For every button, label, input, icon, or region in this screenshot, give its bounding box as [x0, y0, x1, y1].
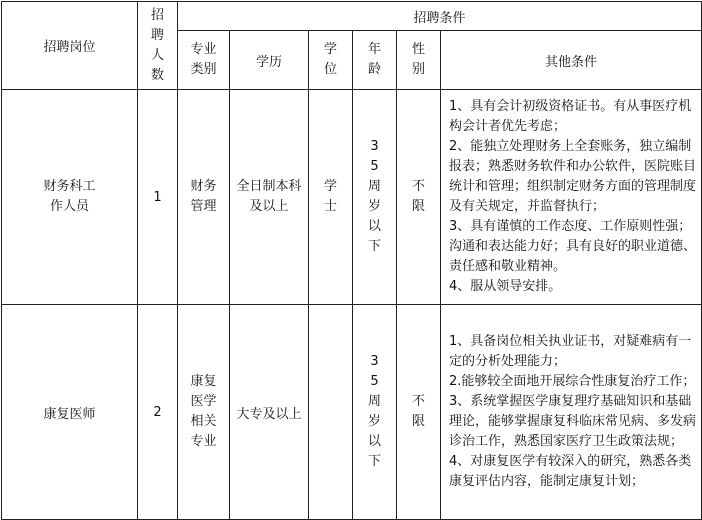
- other-line: 1、具备岗位相关执业证书，对疑难病有一定的分析处理能力；: [449, 334, 692, 369]
- cell-age-text: 35周岁以下: [367, 354, 381, 469]
- header-education: 学历: [230, 31, 309, 90]
- cell-age: [353, 305, 397, 520]
- cell-count: 1: [138, 90, 178, 305]
- cell-gender-text: 不限: [411, 394, 425, 429]
- cell-gender: [397, 90, 441, 305]
- cell-age: [353, 90, 397, 305]
- cell-other: [441, 90, 702, 305]
- other-line: 4、对康复医学有较深入的研究，熟悉各类康复评估内容，能制定康复计划；: [449, 454, 692, 489]
- other-line: 3、系统掌握医学康复理疗基础知识和基础理论，能够掌握康复科临床常见病、多发病诊治工作，熟悉国家医疗卫生政策法规；: [449, 394, 697, 449]
- cell-major-text: 康复医学相关专业: [190, 374, 217, 449]
- header-position: 招聘岗位: [2, 2, 138, 90]
- cell-major-text: 财务管理: [190, 179, 217, 214]
- cell-age-text: 35周岁以下: [367, 139, 381, 254]
- cell-position: [2, 90, 138, 305]
- header-major-text: 专业类别: [190, 42, 217, 77]
- cell-degree: [309, 90, 353, 305]
- header-conditions: 招聘条件: [178, 2, 702, 31]
- cell-degree: [309, 305, 353, 520]
- header-degree: [309, 31, 353, 90]
- cell-major: [178, 305, 230, 520]
- cell-position: 康复医师: [2, 305, 138, 520]
- header-degree-text: 学位: [323, 42, 337, 77]
- header-headcount-text: 招聘人数: [150, 7, 164, 83]
- header-age-text: 年龄: [367, 42, 381, 77]
- other-line: 2.能够较全面地开展综合性康复治疗工作；: [449, 374, 696, 389]
- cell-education: 大专及以上: [230, 305, 309, 520]
- cell-gender: [397, 305, 441, 520]
- other-line: 2、能独立处理财务上全套账务，独立编制报表；熟悉财务软件和办公软件，医院账目统计和管理；组织制定财务方面的管理制度及有关规定，并监督执行；: [449, 139, 697, 214]
- other-line: 3、具有谨慎的工作态度、工作原则性强；沟通和表达能力好；具有良好的职业道德、责任感和敬业精神。: [449, 219, 697, 274]
- cell-major: [178, 90, 230, 305]
- header-major: [178, 31, 230, 90]
- recruitment-table: [1, 1, 702, 520]
- table-row: [2, 90, 702, 305]
- table-row: [2, 305, 702, 520]
- header-age: [353, 31, 397, 90]
- cell-other: [441, 305, 702, 520]
- cell-degree-text: 学士: [323, 179, 337, 214]
- header-other: 其他条件: [441, 31, 702, 90]
- cell-education-text: 全日制本科及以上: [236, 179, 302, 214]
- cell-count: 2: [138, 305, 178, 520]
- other-line: 4、服从领导安排。: [449, 279, 562, 294]
- header-gender-text: 性别: [411, 42, 425, 77]
- header-headcount: [138, 2, 178, 90]
- cell-position-text: 财务科工作人员: [43, 179, 96, 214]
- other-line: 1、具有会计初级资格证书。有从事医疗机构会计者优先考虑；: [449, 99, 692, 134]
- cell-education: [230, 90, 309, 305]
- header-gender: [397, 31, 441, 90]
- cell-gender-text: 不限: [411, 179, 425, 214]
